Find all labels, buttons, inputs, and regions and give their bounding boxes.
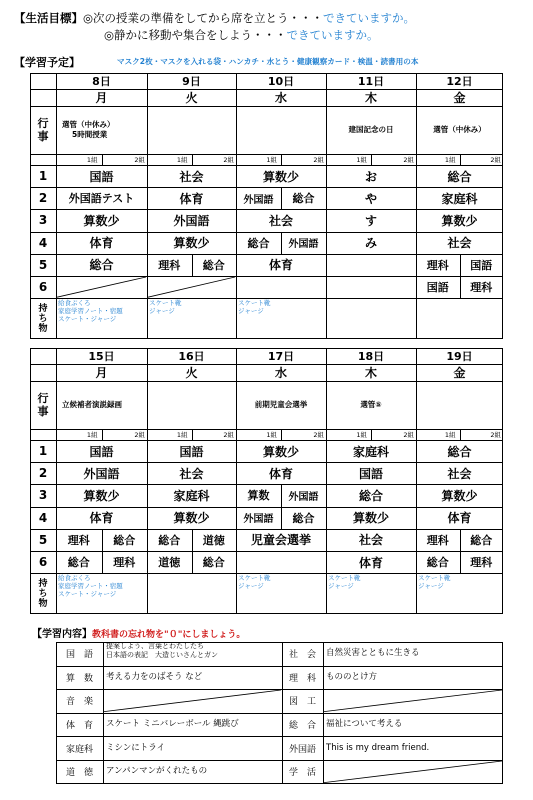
content-text-line: 自然災害とともに生きる <box>326 648 420 659</box>
content-text-line: 考える力をのばそう など <box>106 671 203 682</box>
event-text: 5時間授業 <box>72 130 108 139</box>
goals-label: 【生活目標】 <box>14 11 83 25</box>
content-text <box>326 642 500 666</box>
lesson-cell: 算数少 <box>441 488 478 503</box>
lesson-cell-class2: 道徳 <box>202 533 225 547</box>
content-subject: 総 合 <box>288 721 316 732</box>
belongings-cell <box>58 299 145 323</box>
lesson-cell-class1: 道徳 <box>158 556 181 570</box>
content-subject: 国 語 <box>65 650 93 661</box>
lesson-cell-class2: 理科 <box>113 556 136 570</box>
lesson-cell: 算数少 <box>83 488 120 503</box>
content-text-line: This is my dream friend. <box>326 742 430 753</box>
belongings-cell <box>418 574 501 590</box>
class-2-label: 2組 <box>134 156 145 164</box>
period-number: 1 <box>38 444 48 459</box>
period-number: 3 <box>38 213 48 228</box>
event-text: 立候補者演説録画 <box>62 400 122 409</box>
lesson-cell: 総合 <box>358 488 383 503</box>
content-text-line: 日本語の表記 大造じいさんとガン <box>106 651 218 659</box>
lesson-cell: 算数少 <box>352 511 389 526</box>
lesson-cell-class1: 理科 <box>67 533 90 547</box>
class-split <box>460 429 461 440</box>
date-cell: 10日 <box>267 75 295 88</box>
lesson-cell: す <box>364 213 377 228</box>
day-cell: 金 <box>453 366 466 380</box>
content-empty-slash <box>323 689 503 713</box>
class-1-label: 1組 <box>176 156 188 164</box>
lesson-cell-class2: 総合 <box>292 511 315 525</box>
belongings-line: スケート靴 <box>238 574 271 583</box>
day-cell: 火 <box>185 91 198 105</box>
event-row-label <box>30 106 56 154</box>
content-text <box>326 736 500 760</box>
lesson-cell: 体育 <box>447 511 472 526</box>
class-1-label: 1組 <box>86 431 98 439</box>
event-cell <box>56 106 147 154</box>
class-split <box>371 154 372 165</box>
day-cell: 木 <box>364 91 377 105</box>
lesson-cell-class2: 国語 <box>470 258 493 272</box>
content-text-line: スケート ミニバレーボール 縄跳び <box>106 719 239 730</box>
belongings-line: ジャージ <box>149 307 175 316</box>
belongings-line: スケート靴 <box>328 574 361 583</box>
period-number: 2 <box>38 466 48 481</box>
lesson-cell: 外国語テスト <box>68 192 135 206</box>
lesson-cell: 体育 <box>89 236 114 251</box>
lesson-cell: 家庭科 <box>173 488 210 503</box>
content-subject: 外国語 <box>288 744 316 755</box>
content-text-line: もののとけ方 <box>326 671 378 682</box>
lesson-cell: 国語 <box>89 444 114 459</box>
belongings-line: ジャージ <box>328 582 354 591</box>
date-cell: 8日 <box>92 75 111 88</box>
lesson-cell: 社会 <box>268 213 293 228</box>
lesson-cell: 総合 <box>447 444 472 459</box>
lesson-cell-class1: 外国語 <box>243 194 274 206</box>
event-cell <box>147 106 236 154</box>
date-cell: 11日 <box>357 75 385 88</box>
items-row-label <box>30 573 56 614</box>
period-number: 6 <box>38 280 48 295</box>
period-number: 1 <box>38 169 48 184</box>
lesson-cell: 家庭科 <box>441 191 478 206</box>
lesson-cell: 家庭科 <box>352 444 389 459</box>
content-text-line: 福祉について考える <box>326 719 403 730</box>
content-text <box>106 760 279 784</box>
period-number: 3 <box>38 488 48 503</box>
class-2-label: 2組 <box>490 156 501 164</box>
content-text <box>106 736 279 760</box>
lesson-cell-class2: 理科 <box>470 281 493 295</box>
lesson-cell: 国語 <box>179 444 204 459</box>
event-label-char: 事 <box>37 130 49 143</box>
content-empty-slash <box>103 689 282 713</box>
belongings-line: スケート靴 <box>238 299 271 308</box>
event-cell <box>56 381 147 429</box>
content-header <box>32 625 245 640</box>
lesson-cell-class2: 総合 <box>202 258 225 272</box>
belongings-line: スケート靴 <box>418 574 451 583</box>
period-number: 5 <box>38 532 48 547</box>
lesson-cell-class2: 理科 <box>470 556 493 570</box>
class-2-label: 2組 <box>134 431 145 439</box>
belongings-line: ジャージ <box>418 582 444 591</box>
goal-line-1 <box>14 10 415 27</box>
lesson-cell-class1: 理科 <box>426 258 449 272</box>
goal-1-text: ◎次の授業の準備をしてから席を立とう・・・ <box>83 11 324 25</box>
class-split <box>192 429 193 440</box>
lesson-cell-class2: 総合 <box>470 533 493 547</box>
belongings-line: ジャージ <box>238 307 264 316</box>
event-label-char: 事 <box>37 405 49 418</box>
content-text-line: アンパンマンがくれたもの <box>106 766 208 777</box>
content-text-line: ミシンにトライ <box>106 742 166 753</box>
grid-line <box>103 642 104 784</box>
content-subject: 図 工 <box>288 697 316 708</box>
date-cell: 12日 <box>446 75 473 88</box>
day-cell: 火 <box>185 366 198 380</box>
class-1-label: 1組 <box>444 431 456 439</box>
event-cell <box>147 381 236 429</box>
day-cell: 月 <box>95 366 108 380</box>
goals-section <box>14 10 415 44</box>
lesson-cell: 国語 <box>89 169 114 184</box>
lesson-cell-class1: 理科 <box>158 258 181 272</box>
date-cell: 19日 <box>446 350 473 363</box>
lesson-cell-class1: 算数 <box>247 489 270 503</box>
content-subject: 家庭科 <box>65 744 93 755</box>
class-split <box>192 154 193 165</box>
event-cell <box>326 106 416 154</box>
belongings-note: マスク2枚・マスクを入れる袋・ハンカチ・水とう・健康観察カード・検温・読書用の本 <box>117 57 419 66</box>
schedule-label: 【学習予定】 <box>14 56 80 69</box>
lesson-cell: 社会 <box>179 169 204 184</box>
content-subject: 体 育 <box>65 721 93 732</box>
lesson-cell: 外国語 <box>173 213 210 228</box>
items-label-char: ち <box>38 313 48 324</box>
belongings-line: 家庭学習ノート・宿題 <box>58 582 123 591</box>
items-label-char: 持 <box>38 578 48 589</box>
class-2-label: 2組 <box>403 431 414 439</box>
lesson-cell: 算数少 <box>262 444 299 459</box>
lesson-cell: 社会 <box>447 236 472 251</box>
date-cell: 16日 <box>178 350 205 363</box>
class-split <box>371 429 372 440</box>
items-label-char: ち <box>38 588 48 599</box>
period-number: 6 <box>38 555 48 570</box>
event-cell <box>416 381 503 429</box>
lesson-cell: 体育 <box>179 191 204 206</box>
date-cell: 17日 <box>267 350 295 363</box>
lesson-cell: や <box>364 191 377 206</box>
items-row-label <box>30 298 56 339</box>
content-text <box>106 713 279 737</box>
class-1-label: 1組 <box>266 431 277 439</box>
lesson-cell-class2: 総合 <box>292 192 315 206</box>
content-note: 教科書の忘れ物を"０"にしましょう。 <box>92 630 246 640</box>
class-split <box>460 154 461 165</box>
empty-slash <box>147 276 236 298</box>
class-2-label: 2組 <box>403 156 414 164</box>
content-subject: 音 楽 <box>65 697 93 708</box>
date-cell: 18日 <box>357 350 385 363</box>
content-text <box>106 642 279 666</box>
class-1-label: 1組 <box>176 431 188 439</box>
class-2-label: 2組 <box>490 431 501 439</box>
day-cell: 水 <box>274 366 287 380</box>
goal-line-2 <box>14 27 415 44</box>
event-row-label <box>30 381 56 429</box>
items-label-char: 持 <box>38 303 48 314</box>
lesson-cell: 体育 <box>89 511 114 526</box>
belongings-line: スケート靴 <box>149 299 182 308</box>
event-cell <box>236 106 326 154</box>
event-label-char: 行 <box>37 117 49 130</box>
day-cell: 木 <box>364 366 377 380</box>
date-cell: 9日 <box>182 75 201 88</box>
lesson-cell: 体育 <box>268 466 293 481</box>
event-text: 前期児童会選挙 <box>254 400 308 409</box>
lesson-cell: み <box>364 236 377 251</box>
period-number: 4 <box>38 510 48 525</box>
content-text <box>106 666 279 690</box>
event-cell <box>326 381 416 429</box>
class-split <box>102 154 103 165</box>
lesson-cell: 社会 <box>358 533 383 548</box>
content-label: 【学習内容】 <box>32 629 92 640</box>
lesson-cell-class1: 総合 <box>426 556 449 570</box>
content-empty-slash <box>323 760 503 784</box>
lesson-cell-class1: 外国語 <box>243 514 274 526</box>
lesson-cell-class2: 総合 <box>113 533 136 547</box>
empty-slash <box>56 276 147 298</box>
lesson-cell: 国語 <box>358 466 383 481</box>
lesson-cell: 算数少 <box>83 213 120 228</box>
class-1-label: 1組 <box>266 156 277 164</box>
date-cell: 15日 <box>88 350 115 363</box>
goal-2-check: できていますか。 <box>286 28 379 42</box>
class-2-label: 2組 <box>313 156 324 164</box>
content-subject: 理 科 <box>288 673 316 684</box>
lesson-cell: 社会 <box>447 466 472 481</box>
content-text <box>326 713 500 737</box>
class-2-label: 2組 <box>223 431 234 439</box>
belongings-line: 家庭学習ノート・宿題 <box>58 307 123 316</box>
event-cell <box>236 381 326 429</box>
items-label-char: 物 <box>38 598 48 609</box>
class-1-label: 1組 <box>86 156 98 164</box>
belongings-cell <box>328 574 414 590</box>
event-text: 選管（中休み） <box>433 125 486 134</box>
period-number: 5 <box>38 257 48 272</box>
lesson-cell-class1: 国語 <box>426 281 449 295</box>
lesson-cell: 算数少 <box>262 169 299 184</box>
lesson-cell-class2: 外国語 <box>288 491 319 503</box>
event-text: 選管（中休み） <box>62 120 115 129</box>
period-number: 2 <box>38 191 48 206</box>
belongings-line: 給食ぶくろ <box>58 299 91 308</box>
lesson-cell: 総合 <box>447 169 472 184</box>
belongings-line: スケート・ジャージ <box>58 315 117 324</box>
class-1-label: 1組 <box>444 156 456 164</box>
day-cell: 水 <box>274 91 287 105</box>
lesson-cell: 社会 <box>179 466 204 481</box>
lesson-cell-class2: 外国語 <box>288 239 319 251</box>
content-subject: 算 数 <box>65 673 93 684</box>
lesson-cell: 体育 <box>268 258 293 273</box>
belongings-line: ジャージ <box>238 582 264 591</box>
belongings-line: 給食ぶくろ <box>58 574 91 583</box>
lesson-cell: 算数少 <box>173 236 210 251</box>
lesson-cell-class1: 総合 <box>247 236 270 250</box>
class-2-label: 2組 <box>313 431 324 439</box>
content-text <box>326 666 500 690</box>
belongings-line: スケート・ジャージ <box>58 590 117 599</box>
class-split <box>281 429 282 440</box>
belongings-cell <box>58 574 145 598</box>
items-label-char: 物 <box>38 323 48 334</box>
lesson-cell-class1: 総合 <box>67 556 90 570</box>
class-2-label: 2組 <box>223 156 234 164</box>
lesson-cell: 外国語 <box>83 466 120 481</box>
content-text-line: 提案しよう、言葉とわたしたち <box>106 642 204 650</box>
lesson-cell: お <box>364 169 377 184</box>
belongings-cell <box>149 299 234 315</box>
event-cell <box>416 106 503 154</box>
lesson-cell: 児童会選挙 <box>250 533 311 548</box>
lesson-cell: 総合 <box>89 258 114 273</box>
day-cell: 月 <box>95 91 108 105</box>
content-subject: 社 会 <box>288 650 316 661</box>
goal-2-text: ◎静かに移動や集合をしよう・・・ <box>104 28 287 42</box>
event-text: 建国記念の日 <box>348 125 394 134</box>
class-split <box>281 154 282 165</box>
lesson-cell: 算数少 <box>441 213 478 228</box>
lesson-cell: 体育 <box>358 555 383 570</box>
belongings-cell <box>238 574 324 590</box>
event-text: 選管⑤ <box>360 400 382 409</box>
goal-1-check: できていますか。 <box>323 11 416 25</box>
class-1-label: 1組 <box>356 156 367 164</box>
event-label-char: 行 <box>37 392 49 405</box>
lesson-cell-class1: 理科 <box>426 533 449 547</box>
class-split <box>102 429 103 440</box>
lesson-cell-class1: 総合 <box>158 533 181 547</box>
content-subject: 道 徳 <box>65 768 93 779</box>
day-cell: 金 <box>453 91 466 105</box>
period-number: 4 <box>38 235 48 250</box>
lesson-cell-class2: 総合 <box>202 556 225 570</box>
lesson-cell: 算数少 <box>173 511 210 526</box>
belongings-cell <box>238 299 324 315</box>
class-1-label: 1組 <box>356 431 367 439</box>
content-subject: 学 活 <box>288 768 316 779</box>
